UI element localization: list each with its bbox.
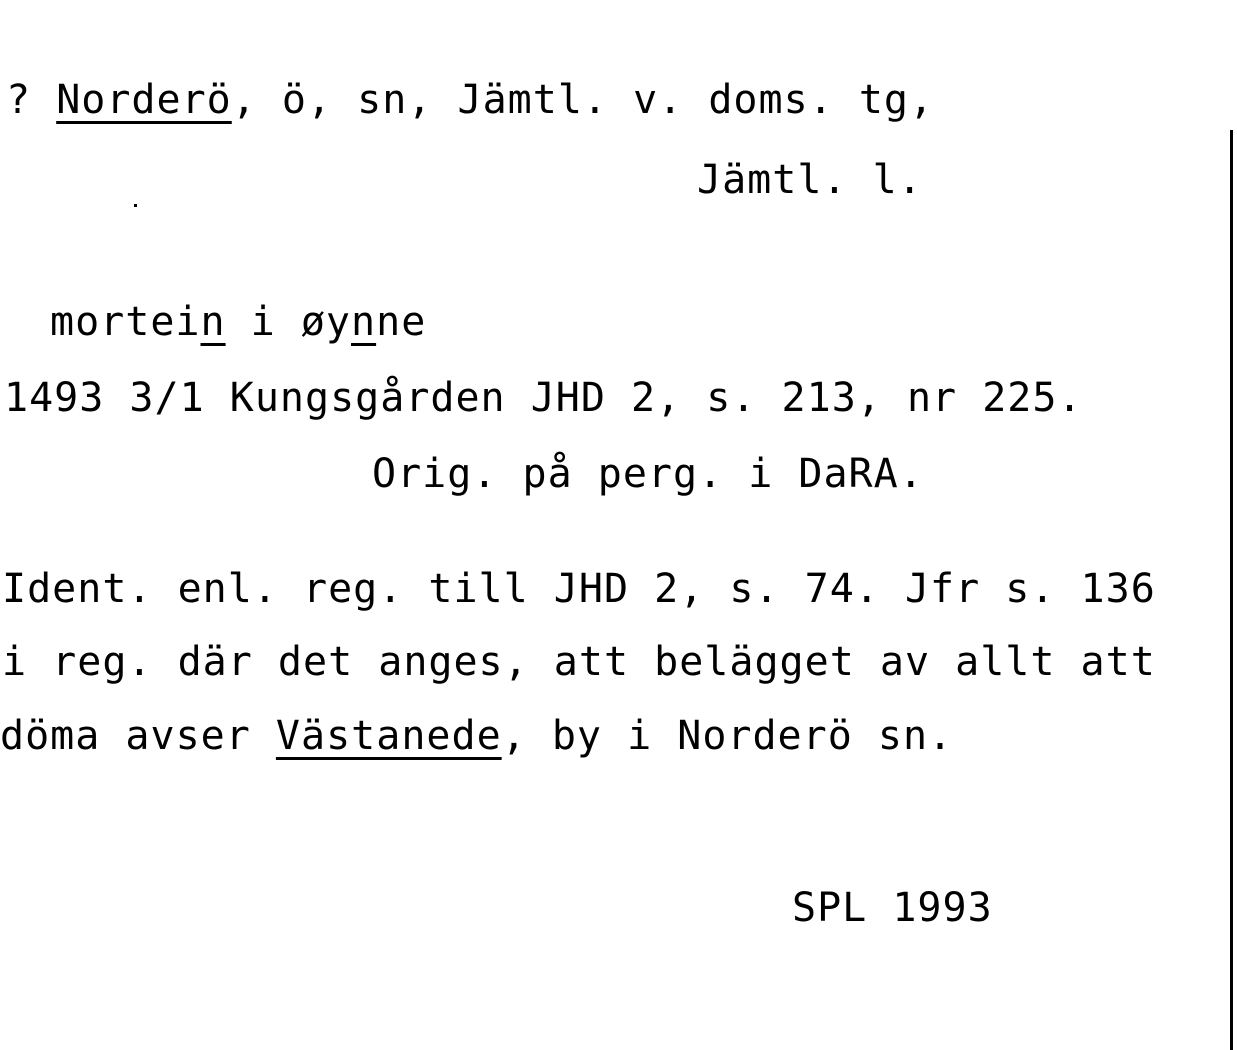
attested-form-part: i øy — [225, 299, 352, 345]
attested-form — [50, 298, 426, 346]
header-line — [6, 76, 934, 124]
original-note: Orig. på perg. i DaRA. — [372, 451, 924, 497]
place-name: Norderö — [56, 77, 232, 123]
county-line: Jämtl. l. — [697, 157, 923, 203]
note-line-1: Ident. enl. reg. till JHD 2, s. 74. Jfr s. 136 — [2, 566, 1156, 612]
card-right-edge — [1230, 130, 1233, 1050]
attested-form-n-underlined: n — [351, 299, 377, 345]
note-line-2: i reg. där det anges, att belägget av allt att — [2, 639, 1156, 685]
ink-speck — [134, 204, 137, 207]
note-line-3-suffix: , by i Norderö sn. — [501, 713, 954, 759]
signature: SPL 1993 — [792, 885, 993, 931]
village-name: Västanede — [275, 713, 502, 759]
attested-form-n-underlined: n — [200, 299, 226, 345]
place-descriptor: , ö, sn, Jämtl. v. doms. tg, — [231, 77, 935, 123]
note-line-3-prefix: döma avser — [0, 713, 276, 759]
source-reference: 1493 3/1 Kungsgården JHD 2, s. 213, nr 225. — [4, 375, 1083, 421]
attested-form-part: ne — [376, 299, 427, 345]
query-mark: ? — [6, 77, 32, 123]
note-line-3 — [0, 712, 953, 760]
attested-form-part: mortei — [50, 299, 201, 345]
